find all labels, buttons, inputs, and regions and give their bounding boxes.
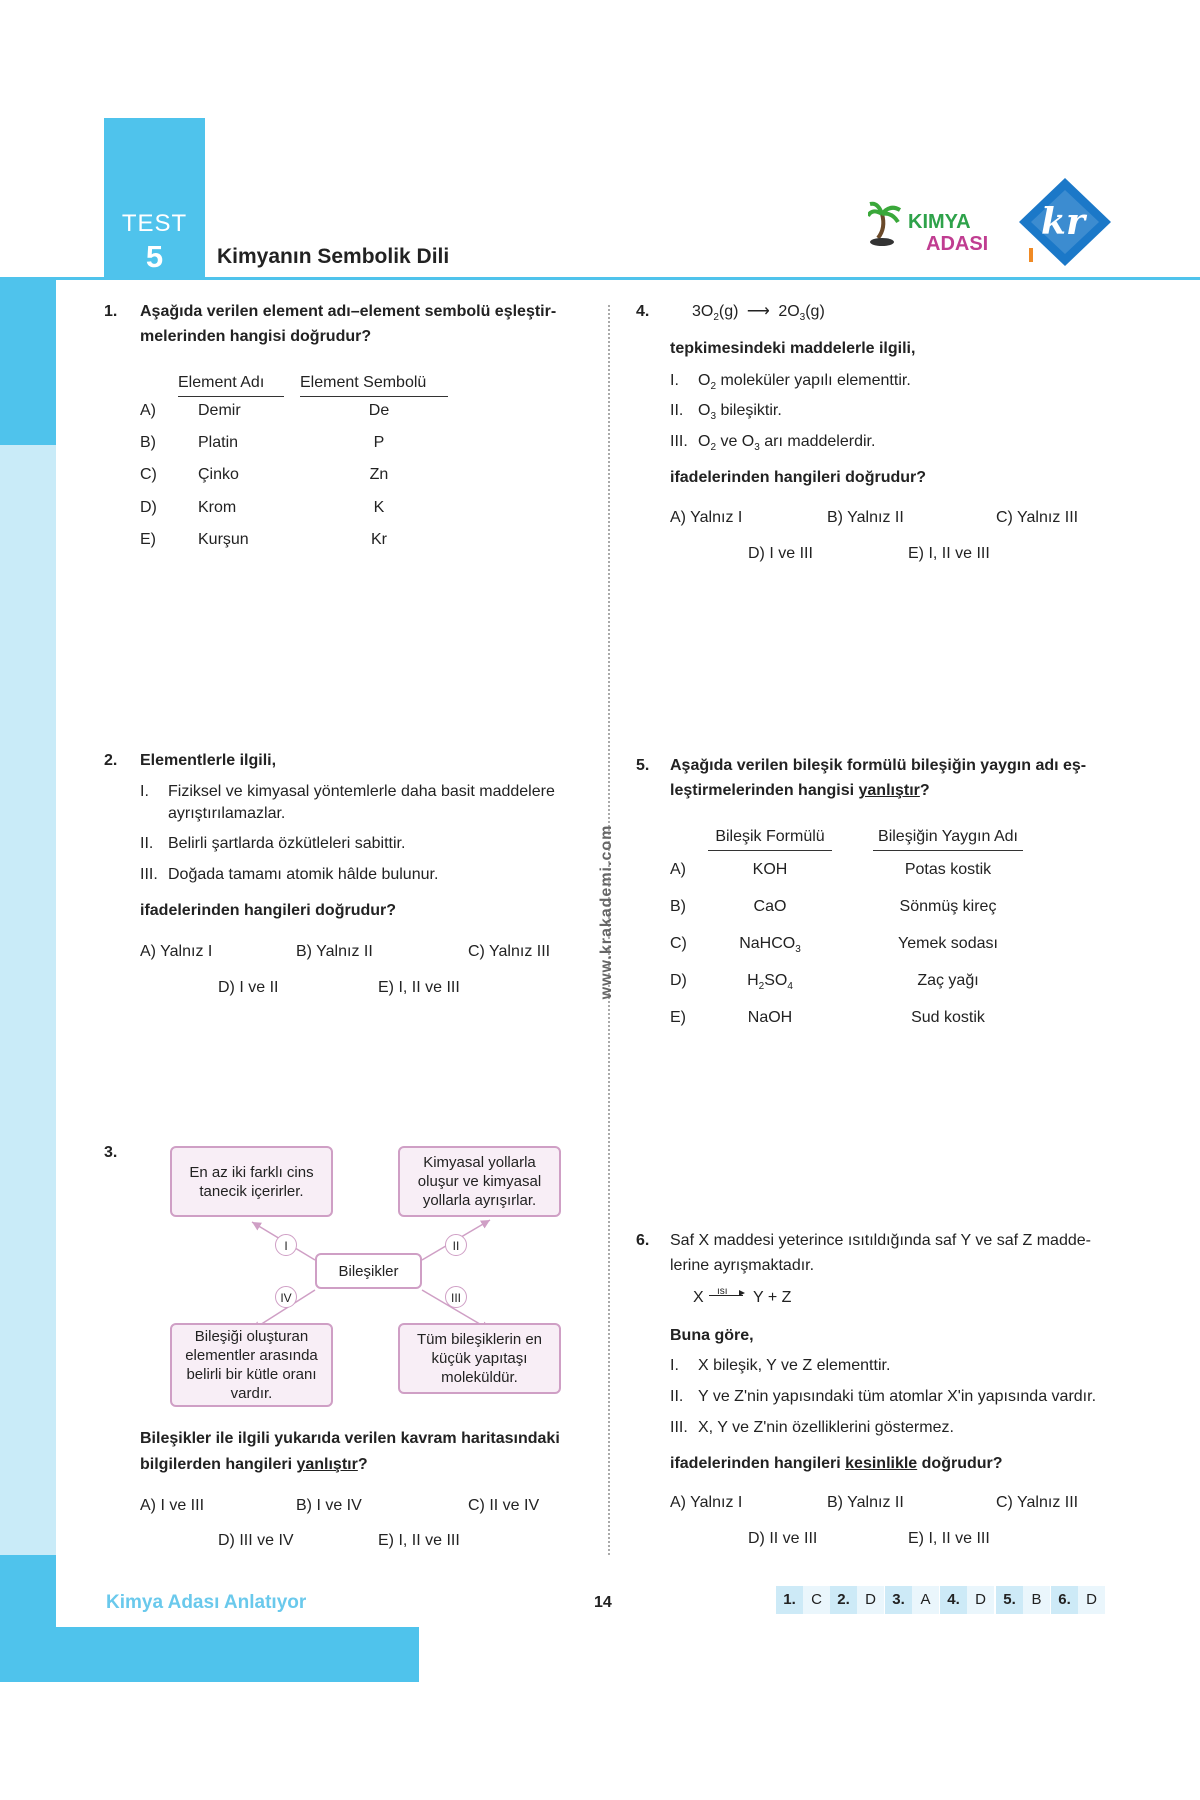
option-letter[interactable]: D) [140,499,157,516]
question-number: 2. [104,752,118,769]
test-number: 5 [145,239,164,274]
item-formula: O [698,433,711,450]
q5-col-header-name: Bileşiğin Yaygın Adı [873,826,1023,851]
item-text: X, Y ve Z'nin özelliklerini göstermez. [698,1419,954,1436]
item-line: ayrıştırılamazlar. [168,805,286,822]
item-subscript: 2 [710,442,717,454]
compound-common-name: Potas kostik [904,861,992,878]
q5-stem-underlined: yanlıştır [858,782,920,799]
answer-key-value: C [803,1586,830,1614]
q5-option-table [670,859,1090,1029]
concept-center: Bileşikler [315,1253,422,1289]
item-numeral: II. [670,402,684,419]
arrow-label-i: I [275,1234,297,1256]
item-numeral: II. [670,1388,684,1405]
formula-part: NaHCO [739,935,796,952]
formula-subscript: 2 [758,981,765,993]
element-name: Platin [198,434,239,451]
concept-box-2: Kimyasal yollarla oluşur ve kimyasal yollarla ayrışırlar. [398,1146,561,1217]
answer-key-value: D [857,1586,884,1614]
q4-item-1 [670,370,911,398]
item-numeral: III. [140,866,158,883]
eq-reactant: 3O [692,303,714,320]
answer-option-e[interactable]: E) I, II ve III [378,1532,460,1549]
element-symbol: Kr [371,531,387,548]
left-light-band [0,445,56,1555]
concept-box-1: En az iki farklı cins tanecik içerirler. [170,1146,333,1217]
q3-question-line1: Bileşikler ile ilgili yukarıda verilen kavram haritasındaki [140,1430,560,1447]
q2-stem: Elementlerle ilgili, [140,752,277,769]
option-letter[interactable]: B) [140,434,156,451]
q5-stem-line2 [670,780,1125,802]
element-name: Demir [198,402,241,419]
answer-key-value: D [1078,1586,1105,1614]
eq-reactant: X [693,1289,704,1306]
answer-option-d[interactable]: D) III ve IV [218,1532,294,1549]
test-tab [104,118,205,278]
item-numeral: I. [140,783,149,800]
svg-text:kr: kr [1041,201,1085,243]
q6-q-underlined: kesinlikle [845,1455,918,1472]
eq-subscript: 3 [799,312,806,324]
website-vertical-text: www.krakademi.com [598,824,615,1000]
item-numeral: I. [670,372,679,389]
eq-condition: ısı [717,1286,728,1297]
answer-option-b[interactable]: B) Yalnız II [827,509,904,526]
answer-option-a[interactable]: A) Yalnız I [670,509,743,526]
arrow-head-icon [739,1290,745,1296]
test-label: TEST [121,210,188,237]
footer-series-title: Kimya Adası Anlatıyor [106,1592,307,1613]
concept-box-4: Tüm bileşiklerin en küçük yapıtaşı moleküldür. [398,1323,561,1394]
q6-item-3 [670,1417,954,1439]
question-number: 5. [636,757,650,774]
q1-stem-line1: Aşağıda verilen element adı–element sembolü eşleştir- [140,303,557,320]
answer-key-number: 4. [940,1586,967,1614]
bottom-accent-band [0,1555,56,1682]
answer-option-b[interactable]: B) Yalnız II [827,1494,904,1511]
compound-common-name: Yemek sodası [898,935,998,952]
q6-stem-line2: lerine ayrışmaktadır. [670,1257,815,1274]
option-letter[interactable]: D) [670,972,687,989]
element-name: Krom [198,499,237,516]
item-subscript: 2 [710,381,717,393]
item-formula: O [698,402,711,419]
formula-subscript: 4 [787,981,793,993]
eq-state: (g) [718,303,739,320]
answer-option-a[interactable]: A) Yalnız I [140,943,213,960]
question-number: 6. [636,1232,650,1249]
q6-buna: Buna göre, [670,1327,754,1344]
option-letter[interactable]: C) [140,466,157,483]
kr-akademi-logo [1015,176,1115,268]
item-text: moleküler yapılı elementtir. [716,372,911,389]
q4-item-3 [670,431,875,459]
compound-formula: CaO [753,898,787,915]
answer-option-a[interactable]: A) Yalnız I [670,1494,743,1511]
q6-stem-line1: Saf X maddesi yeterince ısıtıldığında saf Y ve saf Z madde- [670,1232,1091,1249]
answer-option-d[interactable]: D) II ve III [748,1530,818,1547]
element-symbol: Zn [369,466,389,483]
eq-subscript: 2 [713,312,719,324]
answer-key-number: 2. [830,1586,857,1614]
q5-col-header-formula: Bileşik Formülü [708,826,832,851]
question-number: 3. [104,1144,118,1161]
q5-stem [670,755,1125,802]
question-number: 1. [104,303,118,320]
answer-option-d[interactable]: D) I ve III [748,545,813,562]
answer-key-value: B [1023,1586,1050,1614]
answer-option-c[interactable]: C) Yalnız III [996,1494,1079,1511]
answer-key-value: D [967,1586,994,1614]
q4-question: ifadelerinden hangileri doğrudur? [670,469,927,486]
q3-q-pre: bilgilerden hangileri [140,1456,297,1473]
item-text [168,781,588,825]
item-numeral: III. [670,433,688,450]
question-number: 4. [636,303,650,320]
q1-col-header-name: Element Adı [178,372,284,397]
q3-question [140,1428,600,1476]
compound-formula: KOH [752,861,788,878]
kr-diamond-icon [1015,176,1115,268]
q5-stem-line1: Aşağıda verilen bileşik formülü bileşiğin yaygın adı eş- [670,757,1087,774]
q4-stem: tepkimesindeki maddelerle ilgili, [670,340,916,357]
answer-option-c[interactable]: C) Yalnız III [996,509,1079,526]
answer-key-number: 6. [1051,1586,1078,1614]
eq-product: 2O [778,303,800,320]
option-letter[interactable]: C) [670,935,687,952]
q1-col-header-symbol: Element Sembolü [300,372,448,397]
q6-item-1 [670,1355,890,1377]
answer-option-e[interactable]: E) I, II ve III [908,545,990,562]
logo-text-kimya: KIMYA [908,211,971,233]
item-numeral: II. [140,835,154,852]
arrow-right-icon: ⟶ [746,303,770,320]
compound-formula [708,970,832,998]
element-symbol: P [373,434,385,451]
option-letter[interactable]: E) [140,531,156,548]
option-letter[interactable]: B) [670,898,686,915]
q3-question-line2 [140,1454,600,1476]
item-text: Belirli şartlarda özkütleleri sabittir. [168,835,406,852]
palm-tree-icon [868,194,998,254]
answer-option-b[interactable]: B) Yalnız II [296,943,373,960]
q4-equation [692,301,825,329]
eq-products: Y + Z [753,1289,792,1306]
element-name: Çinko [198,466,239,483]
q6-q-post: doğrudur? [917,1455,1003,1472]
formula-part: SO [764,972,788,989]
q5-stem-pre: leştirmelerinden hangisi [670,782,859,799]
item-text: Y ve Z'nin yapısındaki tüm atomlar X'in yapısında vardır. [698,1388,1097,1405]
arrow-label-iv: IV [275,1286,297,1308]
left-accent-band [0,280,56,445]
logo-text-adasi: ADASI [926,233,989,254]
answer-key-number: 1. [776,1586,803,1614]
item-numeral: III. [670,1419,688,1436]
option-letter[interactable]: A) [140,402,156,419]
compound-formula [708,933,832,961]
kimya-adasi-logo [868,194,998,254]
answer-key-number: 5. [996,1586,1023,1614]
item-text: Doğada tamamı atomik hâlde bulunur. [168,866,439,883]
element-name: Kurşun [198,531,249,548]
q3-q-underlined: yanlıştır [296,1456,358,1473]
answer-key-number: 3. [885,1586,912,1614]
header-rule [0,277,1200,280]
q6-stem [670,1230,1125,1277]
formula-part: H [747,972,759,989]
arrow-right-icon [709,1295,743,1296]
element-symbol: K [373,499,385,516]
answer-key-value: A [912,1586,939,1614]
q1-stem [140,301,595,348]
q6-item-2 [670,1386,1096,1408]
q5-stem-post: ? [919,782,930,799]
item-text: X bileşik, Y ve Z elementtir. [698,1357,891,1374]
item-subscript: 3 [710,411,717,423]
q6-q-pre: ifadelerinden hangileri [670,1455,846,1472]
option-letter[interactable]: A) [670,861,686,878]
arrow-label-ii: II [445,1234,467,1256]
eq-state: (g) [805,303,825,320]
answer-option-c[interactable]: C) Yalnız III [468,943,551,960]
compound-common-name: Sud kostik [911,1009,985,1026]
page-number: 14 [594,1594,612,1611]
q3-q-post: ? [357,1456,368,1473]
answer-option-e[interactable]: E) I, II ve III [378,979,460,996]
q2-question: ifadelerinden hangileri doğrudur? [140,902,397,919]
formula-subscript: 3 [795,944,801,956]
arrow-label-iii: III [445,1286,467,1308]
element-symbol: De [368,402,390,419]
q6-question [670,1453,1003,1475]
answer-option-d[interactable]: D) I ve II [218,979,279,996]
item-numeral: I. [670,1357,679,1374]
q4-item-2 [670,400,782,428]
compound-common-name: Sönmüş kireç [899,898,997,915]
answer-option-c[interactable]: C) II ve IV [468,1497,540,1514]
answer-option-a[interactable]: A) I ve III [140,1497,205,1514]
compound-formula: NaOH [747,1009,793,1026]
footer-accent-band [56,1627,419,1682]
item-text: arı maddelerdir. [759,433,876,450]
item-subscript: 3 [754,442,760,454]
item-line: Fiziksel ve kimyasal yöntemlerle daha basit maddelere [168,783,555,800]
page-title: Kimyanın Sembolik Dili [217,245,450,268]
option-letter[interactable]: E) [670,1009,686,1026]
answer-option-e[interactable]: E) I, II ve III [908,1530,990,1547]
q1-stem-line2: melerinden hangisi doğrudur? [140,328,372,345]
item-formula: O [698,372,711,389]
item-text: bileşiktir. [716,402,782,419]
item-text: ve O [716,433,755,450]
concept-box-3: Bileşiği oluşturan elementler arasında belirli bir kütle oranı vardır. [170,1323,333,1407]
q6-equation [693,1287,833,1311]
compound-common-name: Zaç yağı [917,972,979,989]
answer-option-b[interactable]: B) I ve IV [296,1497,362,1514]
